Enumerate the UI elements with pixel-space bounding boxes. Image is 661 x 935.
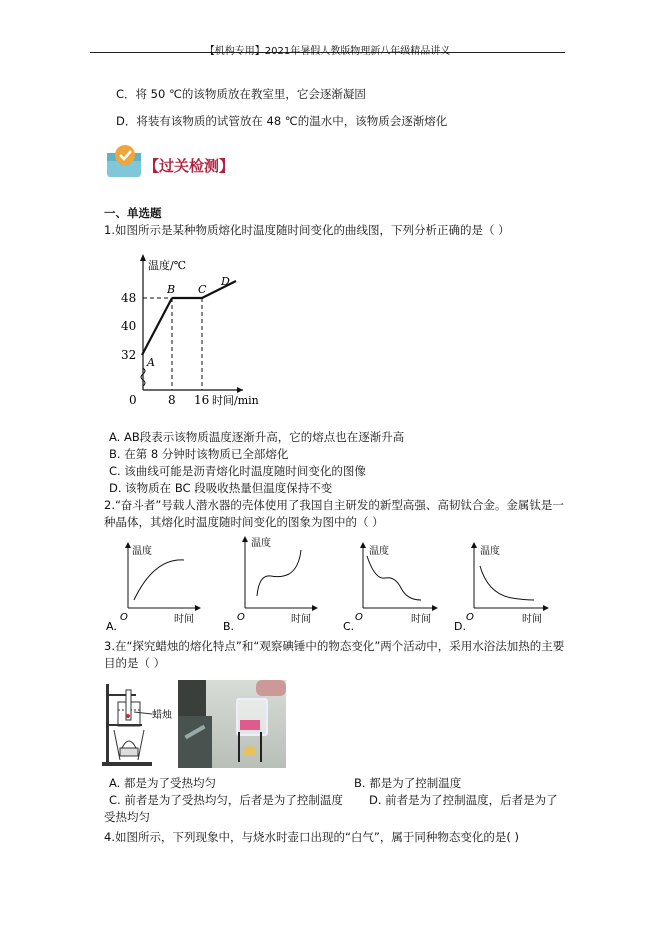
q3-option-c: C. 前者是为了受热均匀，后者是为了控制温度 bbox=[109, 793, 343, 807]
q1-point-d: D bbox=[221, 275, 230, 288]
q1-xtick-8: 8 bbox=[168, 393, 176, 407]
q2-b-origin: O bbox=[237, 612, 245, 623]
q1-chart bbox=[118, 250, 278, 410]
q2-stem-line2: 种晶体，其熔化时温度随时间变化的图象为图中的（ ） bbox=[104, 515, 384, 529]
q2-d-origin: O bbox=[466, 612, 474, 623]
q1-xtick-0: 0 bbox=[129, 393, 137, 407]
iodine-hammer-photo bbox=[178, 680, 286, 768]
q1-option-c: C. 该曲线可能是沥青熔化时温度随时间变化的图像 bbox=[109, 464, 366, 478]
option-c-prev: C．将 50 ℃的该物质放在教室里，它会逐渐凝固 bbox=[116, 87, 366, 101]
q1-chart-ylabel: 温度/℃ bbox=[148, 259, 187, 272]
water-bath-apparatus-figure bbox=[100, 680, 176, 768]
q2-stem-line1: 2.“奋斗者”号载人潜水器的壳体使用了我国自主研发的新型高强、高韧钛合金。金属钛是一 bbox=[104, 498, 564, 512]
q1-ytick-40: 40 bbox=[121, 319, 137, 333]
option-d-prev: D．将装有该物质的试管放在 48 ℃的温水中，该物质会逐渐熔化 bbox=[116, 114, 448, 128]
q1-option-d: D. 该物质在 BC 段吸收热量但温度保持不变 bbox=[109, 481, 333, 495]
q1-xtick-16: 16 bbox=[194, 393, 210, 407]
q2-b-xlabel: 时间 bbox=[291, 614, 311, 625]
q2-a-ylabel: 温度 bbox=[132, 546, 152, 557]
checkmark-badge-icon bbox=[105, 143, 145, 179]
q3-stem-line1: 3.在“探究蜡烛的熔化特点”和“观察碘锤中的物态变化”两个活动中，采用水浴法加热的主要 bbox=[104, 639, 565, 653]
q4-stem: 4.如图所示，下列现象中，与烧水时壶口出现的“白气”，属于同种物态变化的是( ) bbox=[104, 830, 520, 844]
q2-c-xlabel: 时间 bbox=[411, 614, 431, 625]
q1-stem: 1.如图所示是某种物质熔化时温度随时间变化的曲线图，下列分析正确的是（ ） bbox=[104, 223, 510, 237]
q1-option-a: A. AB段表示该物质温度逐渐升高，它的熔点也在逐渐升高 bbox=[109, 430, 405, 444]
q2-c-origin: O bbox=[355, 612, 363, 623]
q2-c-ylabel: 温度 bbox=[369, 546, 389, 557]
q2-graph-c bbox=[341, 540, 441, 632]
q2-graph-d bbox=[452, 540, 552, 632]
q1-point-a: A bbox=[147, 356, 155, 369]
q2-c-letter: C. bbox=[343, 620, 355, 632]
q2-d-ylabel: 温度 bbox=[480, 546, 500, 557]
q1-option-b: B. 在第 8 分钟时该物质已全部熔化 bbox=[109, 447, 289, 461]
q3-option-d-line1: D. 前者是为了控制温度，后者是为了 bbox=[369, 793, 558, 807]
q3-option-b: B. 都是为了控制温度 bbox=[354, 776, 462, 790]
apparatus-label: 蜡烛 bbox=[152, 710, 172, 721]
q2-graph-a bbox=[104, 540, 204, 632]
q1-point-b: B bbox=[167, 283, 176, 296]
q2-d-letter: D. bbox=[454, 620, 466, 632]
q3-option-d-line2: 受热均匀 bbox=[104, 810, 150, 824]
q2-d-xlabel: 时间 bbox=[522, 614, 542, 625]
section-badge-label: 【过关检测】 bbox=[144, 157, 235, 175]
q2-graph-b bbox=[221, 534, 321, 632]
section-heading: 一、单选题 bbox=[104, 206, 162, 220]
header-text: 【机构专用】2021年暑假人教版物理新八年级精品讲义 bbox=[204, 46, 451, 57]
q1-point-c: C bbox=[198, 283, 207, 296]
q2-a-letter: A. bbox=[106, 620, 117, 632]
q2-b-letter: B. bbox=[223, 620, 235, 632]
q1-ytick-48: 48 bbox=[121, 291, 137, 305]
q2-a-xlabel: 时间 bbox=[174, 614, 194, 625]
page-header bbox=[90, 30, 565, 57]
q1-chart-xlabel: 时间/min bbox=[212, 394, 259, 407]
q3-option-a: A. 都是为了受热均匀 bbox=[109, 776, 216, 790]
q2-b-ylabel: 温度 bbox=[251, 538, 271, 549]
q3-stem-line2: 目的是（ ） bbox=[104, 656, 166, 670]
q2-a-origin: O bbox=[120, 612, 128, 623]
q1-ytick-32: 32 bbox=[121, 348, 137, 362]
